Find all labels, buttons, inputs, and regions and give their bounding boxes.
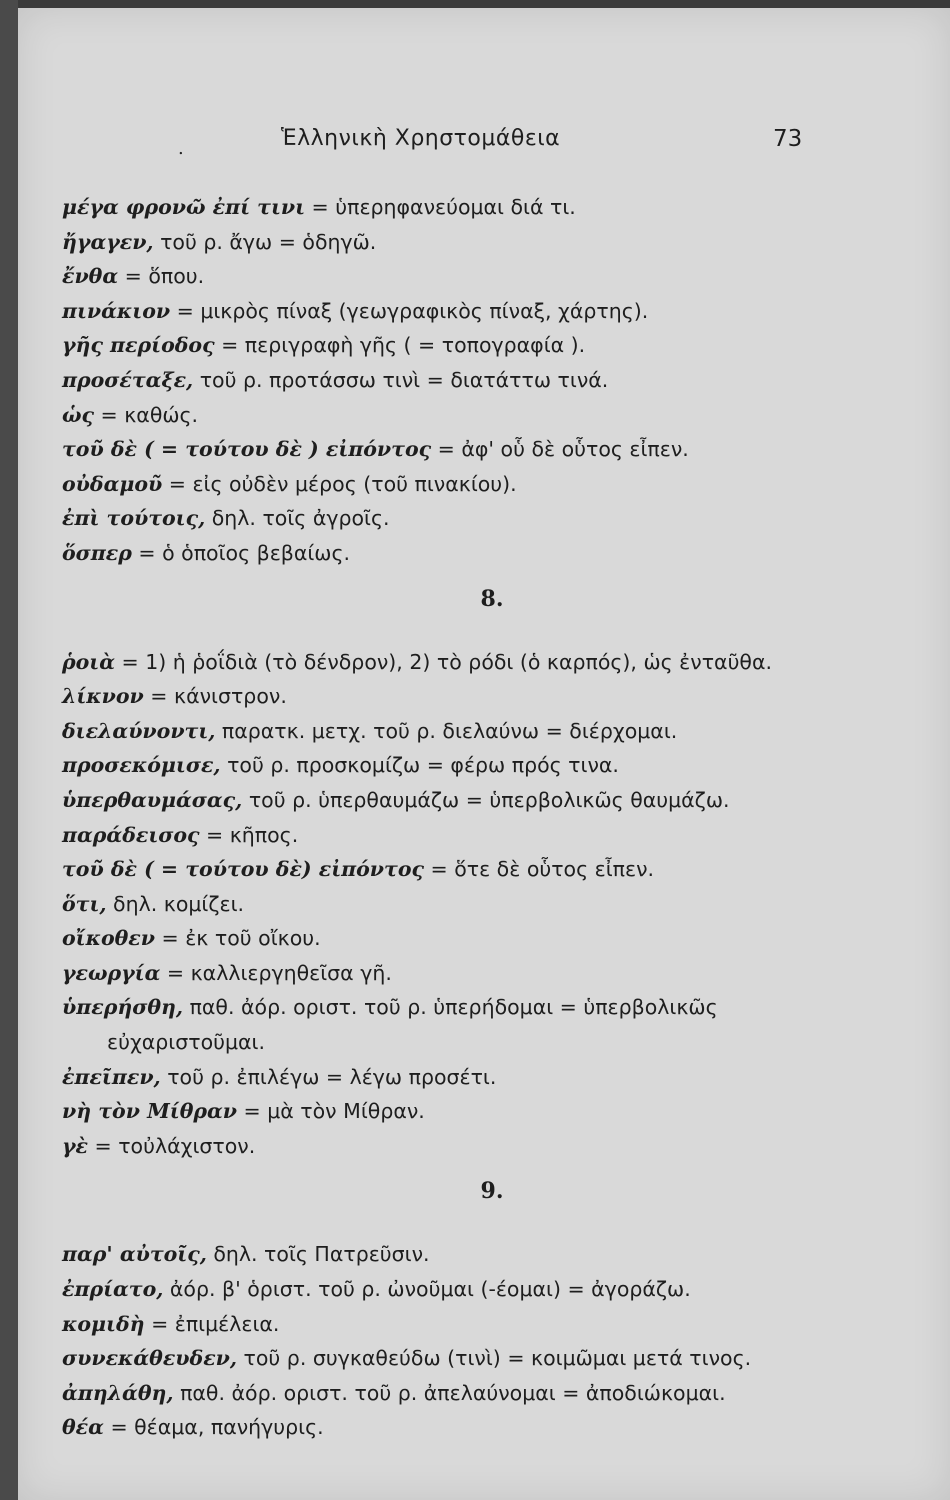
glossary-entry — [62, 1341, 922, 1376]
book-page — [18, 8, 950, 1500]
glossary-entry — [62, 467, 922, 502]
section-number: 9. — [480, 1178, 504, 1205]
entry-term: γεωργία — [62, 960, 161, 985]
entry-gloss: = 1) ἡ ῥοΐδιὰ (τὸ δένδρον), 2) τὸ ρόδι (ὁ καρπός), ὡς ἐνταῦθα. — [115, 649, 772, 674]
glossary-entry — [62, 363, 922, 398]
entry-gloss: δηλ. κομίζει. — [106, 891, 245, 916]
entry-term: ἐπεῖπεν, — [62, 1064, 161, 1089]
entry-gloss: = μικρὸς πίναξ (γεωγραφικὸς πίναξ, χάρτης). — [170, 298, 649, 323]
entry-gloss: τοῦ ρ. ἄγω = ὁδηγῶ. — [153, 229, 377, 254]
glossary-entry — [62, 190, 922, 225]
glossary-entry — [62, 818, 922, 853]
entry-gloss: παθ. ἀόρ. οριστ. τοῦ ρ. ἀπελαύνομαι = ἀποδιώκομαι. — [173, 1380, 726, 1405]
entry-term: ἤγαγεν, — [62, 229, 154, 254]
entry-term: τοῦ δὲ ( = τούτου δὲ) εἰπόντος — [62, 857, 424, 882]
entry-term: παρ' αὐτοῖς, — [62, 1242, 207, 1267]
glossary-entry — [62, 1129, 922, 1164]
entry-term: κομιδὴ — [62, 1311, 145, 1336]
entry-gloss: ἀόρ. β' ὁριστ. τοῦ ρ. ὠνοῦμαι (-έομαι) = ἀγοράζω. — [163, 1277, 691, 1302]
entry-term: προσέταξε, — [62, 367, 194, 392]
glossary-entry — [62, 921, 922, 956]
entry-term: γὲ — [62, 1133, 88, 1158]
scan-top-border — [0, 0, 950, 8]
entry-gloss: τοῦ ρ. προσκομίζω = φέρω πρός τινα. — [220, 753, 619, 778]
glossary-entry — [62, 748, 922, 783]
entry-gloss: = ὅπου. — [118, 264, 205, 289]
entry-term: γῆς περίοδος — [62, 333, 215, 358]
entry-term: οἴκοθεν — [62, 926, 155, 951]
entry-gloss: τοῦ ρ. προτάσσω τινὶ = διατάττω τινά. — [193, 367, 609, 392]
entry-term: ἔνθα — [62, 264, 119, 289]
glossary-entry — [62, 1410, 922, 1445]
entry-gloss: = θέαμα, πανήγυρις. — [103, 1415, 324, 1440]
glossary-section — [62, 1171, 922, 1445]
entry-term: ἐπρίατο, — [62, 1277, 164, 1302]
entry-term: ὑπερήσθη, — [62, 995, 184, 1020]
entry-gloss: τοῦ ρ. ἐπιλέγω = λέγω προσέτι. — [160, 1064, 497, 1089]
entry-term: νὴ τὸν Μίθραν — [62, 1099, 238, 1124]
entry-term: ὑπερθαυμάσας, — [62, 787, 243, 812]
glossary-entry — [62, 679, 922, 714]
entry-term: τοῦ δὲ ( = τούτου δὲ ) εἰπόντος — [62, 437, 432, 462]
glossary-entry — [62, 259, 922, 294]
running-title: Ἑλληνικὴ Χρηστομάθεια — [281, 126, 561, 151]
glossary-section — [62, 579, 922, 1164]
entry-term: ὡς — [62, 402, 95, 427]
glossary-entry — [62, 1376, 922, 1411]
entry-term: οὐδαμοῦ — [62, 471, 163, 496]
glossary-content — [62, 190, 922, 1445]
entry-gloss: παρατκ. μετχ. τοῦ ρ. διελαύνω = διέρχομαι. — [215, 718, 678, 743]
entry-gloss: = ὁ ὁποῖος βεβαίως. — [131, 540, 351, 565]
entry-gloss: = ἐπιμέλεια. — [144, 1311, 280, 1336]
entry-gloss: = ἐκ τοῦ οἴκου. — [155, 926, 321, 951]
entry-term: ῥοιὰ — [62, 649, 116, 674]
glossary-entry — [62, 714, 922, 749]
entry-term: μέγα φρονῶ ἐπί τινι — [62, 195, 306, 219]
glossary-entry — [62, 536, 922, 571]
glossary-entry — [62, 1025, 922, 1060]
scan-left-border — [0, 0, 18, 1500]
glossary-entry — [62, 1237, 922, 1272]
entry-gloss: παθ. ἀόρ. οριστ. τοῦ ρ. ὑπερήδομαι = ὑπερβολικῶς — [183, 995, 718, 1020]
glossary-entry — [62, 294, 922, 329]
glossary-entry — [62, 783, 922, 818]
glossary-entry — [62, 956, 922, 991]
entry-term: συνεκάθευδεν, — [62, 1346, 238, 1371]
glossary-entry — [62, 398, 922, 433]
entry-gloss: = ὑπερηφανεύομαι διά τι. — [305, 195, 576, 219]
entry-gloss: = κῆπος. — [199, 822, 299, 847]
entry-gloss: εὐχαριστοῦμαι. — [107, 1030, 265, 1055]
entry-gloss: = ὅτε δὲ οὗτος εἶπεν. — [423, 857, 655, 882]
glossary-section — [62, 190, 922, 571]
entry-gloss: = περιγραφὴ γῆς ( = τοπογραφία ). — [214, 333, 586, 358]
header-dot: . — [178, 138, 184, 159]
glossary-entry — [62, 432, 922, 467]
glossary-entry — [62, 1272, 922, 1307]
glossary-entry — [62, 328, 922, 363]
entry-gloss: = εἰς οὐδὲν μέρος (τοῦ πινακίου). — [162, 471, 517, 496]
entry-term: πινάκιον — [62, 298, 171, 323]
entry-gloss: δηλ. τοῖς Πατρεῦσιν. — [206, 1242, 430, 1267]
entry-gloss: δηλ. τοῖς ἀγροῖς. — [205, 506, 390, 531]
entry-gloss: τοῦ ρ. συγκαθεύδω (τινὶ) = κοιμῶμαι μετά τινος. — [237, 1346, 752, 1371]
glossary-entry — [62, 501, 922, 536]
entry-gloss: τοῦ ρ. ὑπερθαυμάζω = ὑπερβολικῶς θαυμάζω. — [242, 787, 730, 812]
entry-gloss: = κάνιστρον. — [143, 684, 287, 709]
entry-gloss: = μὰ τὸν Μίθραν. — [237, 1099, 425, 1124]
entry-term: ἐπὶ τούτοις, — [62, 506, 206, 531]
glossary-entry — [62, 1060, 922, 1095]
section-number: 8. — [480, 585, 504, 612]
entry-term: διελαύνοντι, — [62, 718, 216, 743]
glossary-entry — [62, 645, 922, 680]
entry-term: ἀπηλάθη, — [62, 1380, 174, 1405]
glossary-entry — [62, 225, 922, 260]
entry-term: παράδεισος — [62, 822, 200, 847]
entry-gloss: = ἀφ' οὗ δὲ οὗτος εἶπεν. — [431, 437, 689, 462]
entry-gloss: = τοὐλάχιστον. — [88, 1133, 256, 1158]
glossary-entry — [62, 990, 922, 1025]
entry-gloss: = καλλιεργηθεῖσα γῆ. — [160, 960, 392, 985]
glossary-entry — [62, 1307, 922, 1342]
entry-term: ὅτι, — [62, 891, 107, 916]
glossary-entry — [62, 1094, 922, 1129]
entry-gloss: = καθώς. — [94, 402, 199, 427]
glossary-entry — [62, 887, 922, 922]
page-header — [18, 126, 950, 160]
page-number: 73 — [773, 126, 803, 152]
entry-term: θέα — [62, 1415, 104, 1440]
entry-term: προσεκόμισε, — [62, 753, 221, 778]
entry-term: ὅσπερ — [62, 540, 132, 565]
glossary-entry — [62, 852, 922, 887]
entry-term: λίκνον — [62, 684, 144, 709]
